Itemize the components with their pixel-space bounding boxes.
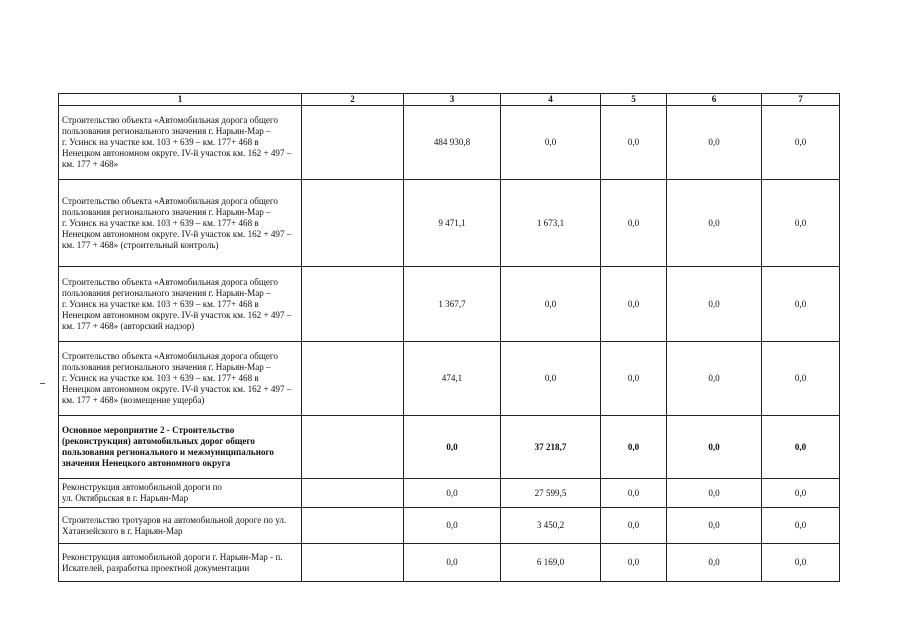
cell-col4: 1 673,1 (501, 180, 601, 267)
header-row (59, 94, 840, 106)
cell-col6: 0,0 (667, 180, 762, 267)
cell-col2 (302, 180, 404, 267)
cell-col4: 0,0 (501, 267, 601, 342)
cell-col4: 6 169,0 (501, 544, 601, 582)
table-row (59, 508, 840, 544)
cell-col5: 0,0 (601, 267, 667, 342)
cell-col2 (302, 544, 404, 582)
cell-col7: 0,0 (762, 180, 840, 267)
column-header-5: 5 (601, 94, 667, 106)
cell-col3: 9 471,1 (404, 180, 501, 267)
cell-col2 (302, 416, 404, 479)
row-name: Основное мероприятие 2 - Строительство (реконструкция) автомобильных дорог общего пользования регионального и межмуниципального значения Ненецкого автономного округа (59, 416, 302, 479)
row-name: Строительство объекта «Автомобильная дорога общего пользования регионального значения г. Нарьян-Мар – г. Усинск на участке км. 103 + 639 – км. 177+ 468 в Ненецком автономном округе. IV-й участок км. 162 + 497 – км. 177 + 468» (59, 106, 302, 180)
cell-col6: 0,0 (667, 479, 762, 508)
budget-table (58, 93, 840, 582)
cell-col6: 0,0 (667, 544, 762, 582)
table-row (59, 544, 840, 582)
cell-col4: 0,0 (501, 106, 601, 180)
cell-col2 (302, 106, 404, 180)
cell-col7: 0,0 (762, 267, 840, 342)
cell-col5: 0,0 (601, 180, 667, 267)
row-name: Реконструкция автомобильной дороги г. Нарьян-Мар - п. Искателей, разработка проектной документации (59, 544, 302, 582)
table-row (59, 267, 840, 342)
cell-col4: 0,0 (501, 342, 601, 416)
cell-col5: 0,0 (601, 342, 667, 416)
cell-col2 (302, 479, 404, 508)
cell-col7: 0,0 (762, 416, 840, 479)
cell-col4: 3 450,2 (501, 508, 601, 544)
cell-col4: 27 599,5 (501, 479, 601, 508)
cell-col5: 0,0 (601, 479, 667, 508)
cell-col6: 0,0 (667, 106, 762, 180)
cell-col3: 0,0 (404, 544, 501, 582)
table-row (59, 416, 840, 479)
table-row (59, 106, 840, 180)
cell-col3: 0,0 (404, 416, 501, 479)
cell-col7: 0,0 (762, 106, 840, 180)
cell-col2 (302, 342, 404, 416)
cell-col7: 0,0 (762, 544, 840, 582)
cell-col6: 0,0 (667, 416, 762, 479)
column-header-4: 4 (501, 94, 601, 106)
cell-col6: 0,0 (667, 508, 762, 544)
column-header-2: 2 (302, 94, 404, 106)
cell-col5: 0,0 (601, 508, 667, 544)
column-header-6: 6 (667, 94, 762, 106)
cell-col2 (302, 267, 404, 342)
cell-col4: 37 218,7 (501, 416, 601, 479)
cell-col2 (302, 508, 404, 544)
cell-col7: 0,0 (762, 508, 840, 544)
cell-col3: 0,0 (404, 479, 501, 508)
row-name: Строительство объекта «Автомобильная дорога общего пользования регионального значения г. Нарьян-Мар – г. Усинск на участке км. 103 + 639 – км. 177+ 468 в Ненецком автономном округе. IV-й участок км. 162 + 497 – км. 177 + 468» (строительный контроль) (59, 180, 302, 267)
cell-col3: 474,1 (404, 342, 501, 416)
cell-col7: 0,0 (762, 479, 840, 508)
row-name: Строительство тротуаров на автомобильной дороге по ул. Хатанзейского в г. Нарьян-Мар (59, 508, 302, 544)
cell-col3: 484 930,8 (404, 106, 501, 180)
table-row (59, 342, 840, 416)
cell-col5: 0,0 (601, 544, 667, 582)
column-header-1: 1 (59, 94, 302, 106)
cell-col7: 0,0 (762, 342, 840, 416)
row-name: Реконструкция автомобильной дороги по ул. Октябрьская в г. Нарьян-Мар (59, 479, 302, 508)
cell-col6: 0,0 (667, 342, 762, 416)
cell-col6: 0,0 (667, 267, 762, 342)
cell-col5: 0,0 (601, 106, 667, 180)
column-header-7: 7 (762, 94, 840, 106)
stray-mark (40, 383, 45, 384)
cell-col3: 1 367,7 (404, 267, 501, 342)
cell-col3: 0,0 (404, 508, 501, 544)
cell-col5: 0,0 (601, 416, 667, 479)
row-name: Строительство объекта «Автомобильная дорога общего пользования регионального значения г. Нарьян-Мар – г. Усинск на участке км. 103 + 639 – км. 177+ 468 в Ненецком автономном округе. IV-й участок км. 162 + 497 – км. 177 + 468» (возмещение ущерба) (59, 342, 302, 416)
table-row (59, 180, 840, 267)
column-header-3: 3 (404, 94, 501, 106)
table-row (59, 479, 840, 508)
row-name: Строительство объекта «Автомобильная дорога общего пользования регионального значения г. Нарьян-Мар – г. Усинск на участке км. 103 + 639 – км. 177+ 468 в Ненецком автономном округе. IV-й участок км. 162 + 497 – км. 177 + 468» (авторский надзор) (59, 267, 302, 342)
